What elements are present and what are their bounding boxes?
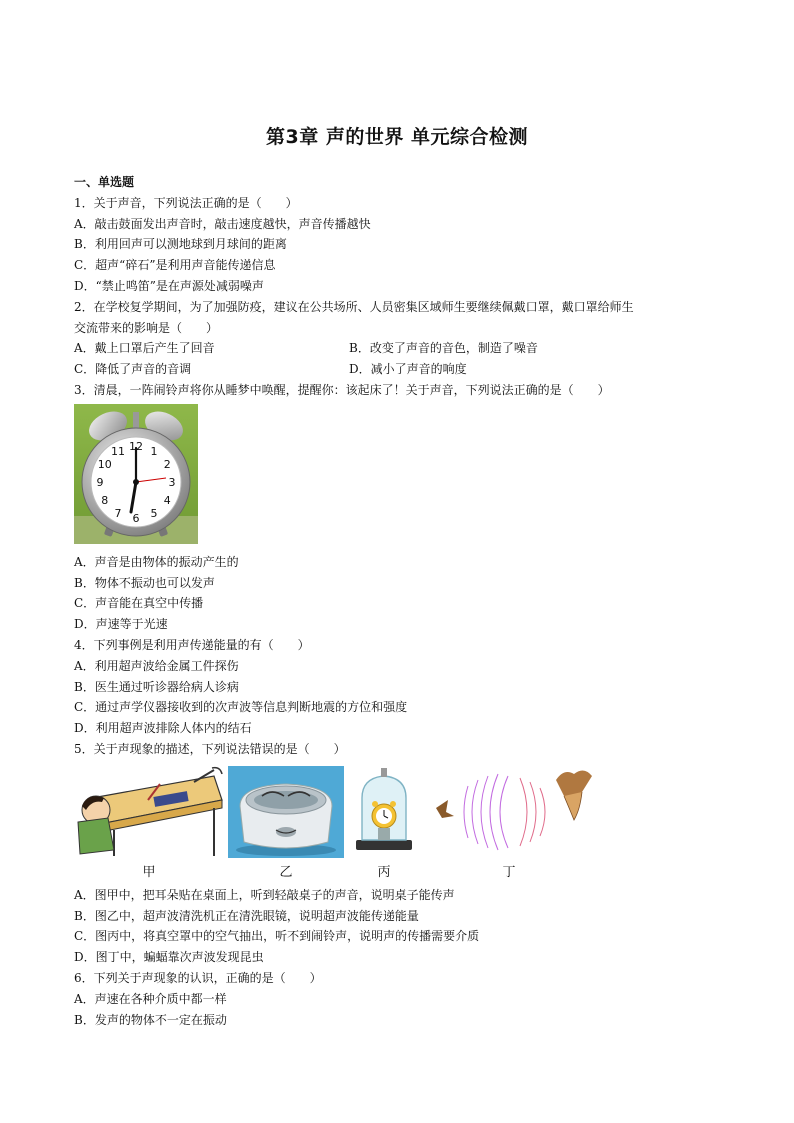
q5-option-b: B．图乙中，超声波清洗机正在清洗眼镜，说明超声波能传递能量 — [74, 908, 419, 923]
q1-option-a: A．敲击鼓面发出声音时，敲击速度越快，声音传播越快 — [74, 216, 371, 231]
clock-number: 4 — [163, 493, 171, 507]
alarm-clock-image — [74, 404, 734, 547]
q2-options-row2 — [74, 359, 734, 380]
caption-ding: 丁 — [502, 864, 516, 880]
caption-yi: 乙 — [279, 864, 293, 880]
q5-option-c: C．图丙中，将真空罩中的空气抽出，听不到闹铃声，说明声的传播需要介质 — [74, 929, 480, 944]
q2-stem-line2: 交流带来的影响是（ ） — [74, 320, 219, 335]
clock-number: 8 — [101, 493, 109, 507]
clock-number: 12 — [129, 439, 143, 453]
q4-option-d: D．利用超声波排除人体内的结石 — [74, 721, 252, 736]
clock-number: 9 — [96, 475, 104, 489]
q4-option-c: C．通过声学仪器接收到的次声波等信息判断地震的方位和强度 — [74, 700, 408, 715]
caption-bing: 丙 — [377, 864, 391, 880]
q4-option-a: A．利用超声波给金属工件探伤 — [74, 658, 239, 673]
section-heading: 一、单选题 — [74, 175, 135, 189]
q2-stem-line1: 2．在学校复学期间，为了加强防疫，建议在公共场所、人员密集区域师生要继续佩戴口罩，戴口罩给师生 — [74, 299, 634, 314]
q1-option-c: C．超声“碎石”是利用声音能传递信息 — [74, 258, 276, 273]
figure-bing-image — [352, 766, 416, 861]
figure-ding-image — [424, 766, 594, 861]
q5-stem: 5．关于声现象的描述，下列说法错误的是（ ） — [74, 741, 346, 756]
q1-option-d: D．“禁止鸣笛”是在声源处减弱噪声 — [74, 278, 264, 293]
q4-stem: 4．下列事例是利用声传递能量的有（ ） — [74, 637, 310, 652]
q5-option-d: D．图丁中，蝙蝠靠次声波发现昆虫 — [74, 950, 264, 965]
q4-option-b: B．医生通过听诊器给病人诊病 — [74, 679, 239, 694]
clock-number: 11 — [111, 444, 125, 458]
clock-number: 5 — [150, 506, 158, 520]
alarm-clock-picture — [74, 404, 198, 544]
q2-option-b: B．改变了声音的音色，制造了噪音 — [349, 341, 538, 356]
q5-figure-captions — [74, 863, 734, 883]
q2-option-a: A．戴上口罩后产生了回音 — [74, 341, 215, 356]
q2-option-d: D．减小了声音的响度 — [349, 362, 467, 377]
q6-stem: 6．下列关于声现象的认识，正确的是（ ） — [74, 970, 322, 985]
clock-number: 1 — [150, 444, 158, 458]
q3-option-c: C．声音能在真空中传播 — [74, 596, 204, 611]
q1-option-b: B．利用回声可以测地球到月球间的距离 — [74, 237, 287, 252]
q3-stem: 3．清晨，一阵闹铃声将你从睡梦中唤醒，提醒你：该起床了！关于声音，下列说法正确的是（ ） — [74, 382, 610, 397]
q5-figures — [74, 766, 734, 861]
q3-option-d: D．声速等于光速 — [74, 617, 168, 632]
document-title: 第3章 声的世界 单元综合检测 — [266, 126, 528, 148]
clock-number: 10 — [97, 457, 112, 471]
caption-jia: 甲 — [142, 864, 156, 880]
q3-option-b: B．物体不振动也可以发声 — [74, 575, 215, 590]
q2-options-row1 — [74, 338, 734, 359]
figure-jia-image — [74, 766, 224, 861]
q6-option-a: A．声速在各种介质中都一样 — [74, 991, 227, 1006]
q6-option-b: B．发声的物体不一定在振动 — [74, 1012, 227, 1027]
clock-number: 7 — [114, 506, 122, 520]
clock-number: 3 — [168, 475, 176, 489]
document-body — [74, 172, 734, 1030]
q1-stem: 1．关于声音，下列说法正确的是（ ） — [74, 195, 298, 210]
figure-yi-image — [228, 766, 344, 861]
q5-option-a: A．图甲中，把耳朵贴在桌面上，听到轻敲桌子的声音，说明桌子能传声 — [74, 887, 455, 902]
q3-option-a: A．声音是由物体的振动产生的 — [74, 554, 239, 569]
clock-number: 6 — [132, 511, 140, 525]
q2-option-c: C．降低了声音的音调 — [74, 362, 192, 377]
clock-number: 2 — [163, 457, 171, 471]
